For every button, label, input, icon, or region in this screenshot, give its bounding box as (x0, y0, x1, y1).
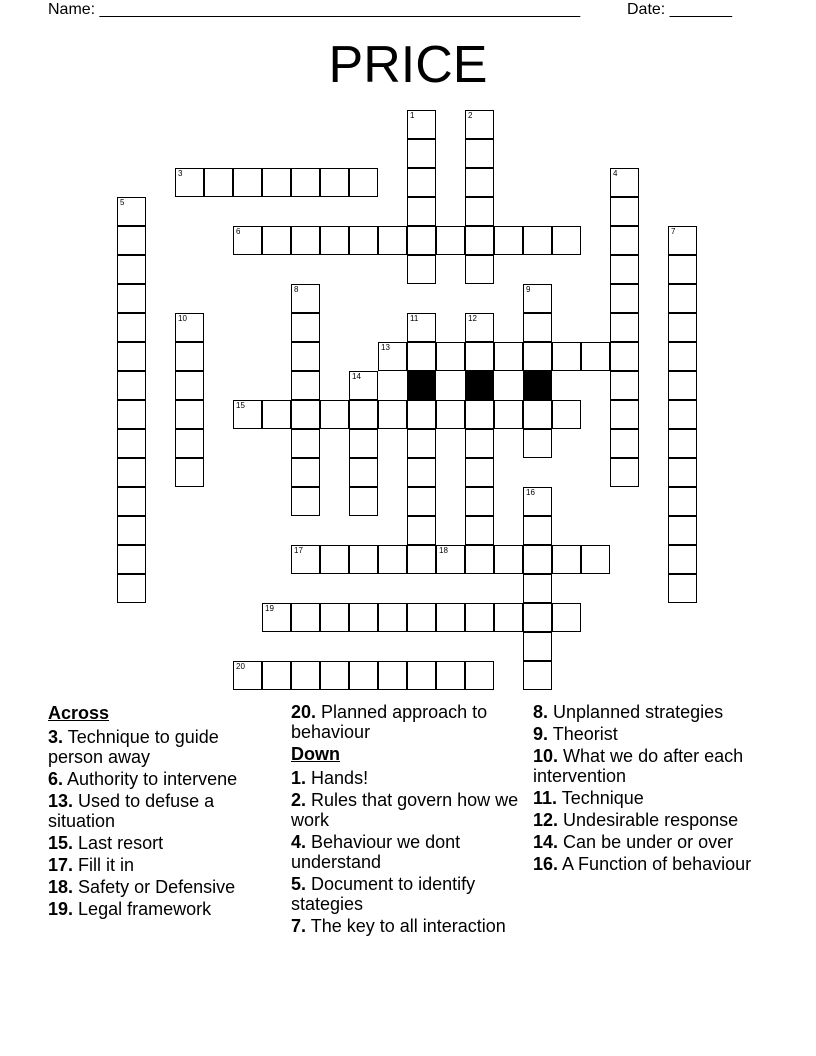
clue-number: 16. (533, 854, 559, 874)
answer-cell[interactable] (610, 371, 639, 400)
clue-number-label: 2 (468, 111, 473, 120)
answer-cell[interactable] (320, 400, 349, 429)
clue-number: 11. (533, 788, 558, 808)
clue-number-label: 7 (671, 227, 676, 236)
answer-cell[interactable] (610, 313, 639, 342)
answer-cell[interactable] (407, 139, 436, 168)
answer-cell[interactable] (175, 342, 204, 371)
clue-across-20 (291, 702, 521, 742)
answer-cell[interactable] (610, 168, 639, 197)
answer-cell[interactable] (117, 487, 146, 516)
answer-cell[interactable] (262, 168, 291, 197)
answer-cell[interactable] (233, 168, 262, 197)
answer-cell[interactable] (175, 400, 204, 429)
answer-cell[interactable] (523, 342, 552, 371)
answer-cell[interactable] (465, 197, 494, 226)
clue-number-label: 5 (120, 198, 125, 207)
clue-text: Theorist (552, 724, 618, 744)
answer-cell[interactable] (407, 458, 436, 487)
answer-cell[interactable] (465, 603, 494, 632)
answer-cell[interactable] (581, 342, 610, 371)
clue-text: Technique to guide person away (48, 727, 219, 767)
clue-number: 7. (291, 916, 307, 936)
clue-text: Legal framework (78, 899, 212, 919)
clue-number: 4. (291, 832, 307, 852)
answer-cell[interactable] (378, 342, 407, 371)
across-heading: Across (48, 703, 110, 723)
answer-cell[interactable] (494, 603, 523, 632)
clue-number-label: 8 (294, 285, 299, 294)
answer-cell[interactable] (407, 516, 436, 545)
answer-cell[interactable] (291, 545, 320, 574)
answer-cell[interactable] (407, 168, 436, 197)
answer-cell[interactable] (349, 603, 378, 632)
clues-column-2 (291, 702, 521, 938)
answer-cell[interactable] (349, 400, 378, 429)
answer-cell[interactable] (668, 458, 697, 487)
answer-cell[interactable] (378, 545, 407, 574)
answer-cell[interactable] (291, 603, 320, 632)
answer-cell[interactable] (378, 226, 407, 255)
answer-cell[interactable] (668, 516, 697, 545)
clue-down-11 (533, 788, 773, 808)
answer-cell[interactable] (523, 429, 552, 458)
answer-cell[interactable] (610, 458, 639, 487)
clue-number-label: 20 (236, 662, 245, 671)
answer-cell[interactable] (117, 342, 146, 371)
black-cell (407, 371, 436, 400)
clue-number-label: 6 (236, 227, 241, 236)
clue-text: The key to all interaction (310, 916, 506, 936)
answer-cell[interactable] (523, 574, 552, 603)
answer-cell[interactable] (349, 371, 378, 400)
clue-down-5 (291, 874, 521, 914)
clue-across-3 (48, 727, 278, 767)
answer-cell[interactable] (465, 429, 494, 458)
answer-cell[interactable] (407, 342, 436, 371)
answer-cell[interactable] (349, 458, 378, 487)
answer-cell[interactable] (668, 487, 697, 516)
answer-cell[interactable] (552, 342, 581, 371)
clue-across-13 (48, 791, 278, 831)
answer-cell[interactable] (291, 226, 320, 255)
clue-across-15 (48, 833, 278, 853)
answer-cell[interactable] (465, 545, 494, 574)
clue-across-19 (48, 899, 278, 919)
answer-cell[interactable] (465, 516, 494, 545)
answer-cell[interactable] (465, 400, 494, 429)
answer-cell[interactable] (610, 226, 639, 255)
clue-number: 9. (533, 724, 549, 744)
answer-cell[interactable] (494, 342, 523, 371)
answer-cell[interactable] (610, 400, 639, 429)
answer-cell[interactable] (668, 226, 697, 255)
answer-cell[interactable] (668, 400, 697, 429)
clue-down-1 (291, 768, 521, 788)
answer-cell[interactable] (349, 429, 378, 458)
answer-cell[interactable] (117, 371, 146, 400)
clue-number-label: 17 (294, 546, 303, 555)
answer-cell[interactable] (117, 458, 146, 487)
answer-cell[interactable] (320, 661, 349, 690)
answer-cell[interactable] (523, 400, 552, 429)
answer-cell[interactable] (465, 313, 494, 342)
clue-number: 12. (533, 810, 559, 830)
answer-cell[interactable] (407, 255, 436, 284)
answer-cell[interactable] (668, 313, 697, 342)
clue-text: What we do after each intervention (533, 746, 744, 786)
answer-cell[interactable] (291, 661, 320, 690)
answer-cell[interactable] (523, 545, 552, 574)
clue-text: Unplanned strategies (553, 702, 724, 722)
clue-text: A Function of behaviour (562, 854, 752, 874)
clue-text: Rules that govern how we work (291, 790, 519, 830)
clue-number-label: 15 (236, 401, 245, 410)
answer-cell[interactable] (494, 545, 523, 574)
clue-number: 5. (291, 874, 307, 894)
answer-cell[interactable] (610, 197, 639, 226)
clue-number-label: 3 (178, 169, 183, 178)
answer-cell[interactable] (465, 661, 494, 690)
clues-column-3 (533, 702, 773, 876)
clue-number-label: 12 (468, 314, 477, 323)
answer-cell[interactable] (262, 400, 291, 429)
clue-number: 17. (48, 855, 74, 875)
answer-cell[interactable] (436, 400, 465, 429)
clue-down-4 (291, 832, 521, 872)
answer-cell[interactable] (291, 371, 320, 400)
answer-cell[interactable] (552, 400, 581, 429)
name-field-label: Name: ______________________________________________________ (48, 1, 581, 18)
answer-cell[interactable] (117, 400, 146, 429)
answer-cell[interactable] (523, 632, 552, 661)
page-title: PRICE (328, 36, 488, 94)
answer-cell[interactable] (349, 487, 378, 516)
clue-text: Can be under or over (563, 832, 734, 852)
answer-cell[interactable] (523, 487, 552, 516)
clue-text: Fill it in (78, 855, 135, 875)
answer-cell[interactable] (175, 429, 204, 458)
answer-cell[interactable] (407, 661, 436, 690)
clue-text: Document to identify stategies (291, 874, 476, 914)
answer-cell[interactable] (465, 110, 494, 139)
clue-number: 1. (291, 768, 307, 788)
clue-down-9 (533, 724, 773, 744)
clue-number-label: 16 (526, 488, 535, 497)
answer-cell[interactable] (465, 342, 494, 371)
answer-cell[interactable] (523, 226, 552, 255)
answer-cell[interactable] (668, 574, 697, 603)
answer-cell[interactable] (117, 429, 146, 458)
answer-cell[interactable] (436, 545, 465, 574)
answer-cell[interactable] (117, 313, 146, 342)
answer-cell[interactable] (262, 661, 291, 690)
clue-number: 3. (48, 727, 64, 747)
clue-number-label: 19 (265, 604, 274, 613)
answer-cell[interactable] (523, 313, 552, 342)
answer-cell[interactable] (465, 168, 494, 197)
answer-cell[interactable] (436, 603, 465, 632)
answer-cell[interactable] (407, 603, 436, 632)
clue-text: Hands! (311, 768, 369, 788)
answer-cell[interactable] (349, 545, 378, 574)
clue-text: Used to defuse a situation (48, 791, 215, 831)
answer-cell[interactable] (117, 574, 146, 603)
answer-cell[interactable] (668, 429, 697, 458)
answer-cell[interactable] (117, 197, 146, 226)
answer-cell[interactable] (291, 458, 320, 487)
answer-cell[interactable] (581, 545, 610, 574)
answer-cell[interactable] (291, 342, 320, 371)
answer-cell[interactable] (175, 313, 204, 342)
answer-cell[interactable] (465, 458, 494, 487)
date-field-label: Date: _______ (627, 1, 732, 18)
answer-cell[interactable] (465, 226, 494, 255)
clue-number: 15. (48, 833, 74, 853)
answer-cell[interactable] (291, 313, 320, 342)
answer-cell[interactable] (668, 545, 697, 574)
answer-cell[interactable] (175, 168, 204, 197)
answer-cell[interactable] (552, 603, 581, 632)
clue-number: 19. (48, 899, 74, 919)
answer-cell[interactable] (349, 661, 378, 690)
answer-cell[interactable] (320, 545, 349, 574)
answer-cell[interactable] (407, 226, 436, 255)
clue-down-10 (533, 746, 773, 786)
answer-cell[interactable] (233, 400, 262, 429)
answer-cell[interactable] (291, 487, 320, 516)
clue-down-16 (533, 854, 773, 874)
clue-number-label: 1 (410, 111, 415, 120)
clue-text: Undesirable response (563, 810, 739, 830)
answer-cell[interactable] (436, 342, 465, 371)
clue-down-14 (533, 832, 773, 852)
answer-cell[interactable] (407, 545, 436, 574)
answer-cell[interactable] (407, 429, 436, 458)
answer-cell[interactable] (407, 400, 436, 429)
answer-cell[interactable] (436, 661, 465, 690)
clue-number-label: 9 (526, 285, 531, 294)
clue-number-label: 13 (381, 343, 390, 352)
answer-cell[interactable] (668, 342, 697, 371)
black-cell (465, 371, 494, 400)
clue-number-label: 11 (410, 314, 419, 323)
clue-number-label: 4 (613, 169, 618, 178)
clue-text: Authority to intervene (67, 769, 238, 789)
answer-cell[interactable] (378, 603, 407, 632)
answer-cell[interactable] (407, 313, 436, 342)
clue-text: Behaviour we dont understand (291, 832, 461, 872)
answer-cell[interactable] (320, 168, 349, 197)
answer-cell[interactable] (262, 603, 291, 632)
answer-cell[interactable] (523, 661, 552, 690)
clue-number: 8. (533, 702, 549, 722)
clue-across-6 (48, 769, 278, 789)
answer-cell[interactable] (465, 139, 494, 168)
answer-cell[interactable] (523, 284, 552, 313)
answer-cell[interactable] (175, 458, 204, 487)
answer-cell[interactable] (407, 487, 436, 516)
answer-cell[interactable] (233, 226, 262, 255)
answer-cell[interactable] (552, 545, 581, 574)
answer-cell[interactable] (378, 661, 407, 690)
clue-across-18 (48, 877, 278, 897)
clue-number: 2. (291, 790, 307, 810)
answer-cell[interactable] (436, 226, 465, 255)
answer-cell[interactable] (552, 226, 581, 255)
clue-number: 18. (48, 877, 74, 897)
answer-cell[interactable] (494, 226, 523, 255)
answer-cell[interactable] (407, 110, 436, 139)
answer-cell[interactable] (320, 603, 349, 632)
answer-cell[interactable] (175, 371, 204, 400)
clue-down-8 (533, 702, 773, 722)
black-cell (523, 371, 552, 400)
answer-cell[interactable] (117, 545, 146, 574)
answer-cell[interactable] (233, 661, 262, 690)
answer-cell[interactable] (523, 603, 552, 632)
clue-text: Last resort (78, 833, 164, 853)
clue-number: 20. (291, 702, 317, 722)
answer-cell[interactable] (320, 226, 349, 255)
answer-cell[interactable] (291, 429, 320, 458)
answer-cell[interactable] (204, 168, 233, 197)
answer-cell[interactable] (117, 516, 146, 545)
answer-cell[interactable] (610, 255, 639, 284)
answer-cell[interactable] (117, 284, 146, 313)
answer-cell[interactable] (494, 400, 523, 429)
answer-cell[interactable] (262, 226, 291, 255)
clue-down-12 (533, 810, 773, 830)
answer-cell[interactable] (668, 284, 697, 313)
answer-cell[interactable] (117, 255, 146, 284)
answer-cell[interactable] (465, 487, 494, 516)
clue-number-label: 18 (439, 546, 448, 555)
clue-down-7 (291, 916, 521, 936)
answer-cell[interactable] (349, 226, 378, 255)
answer-cell[interactable] (523, 516, 552, 545)
clue-text: Safety or Defensive (78, 877, 236, 897)
answer-cell[interactable] (291, 168, 320, 197)
clue-number: 13. (48, 791, 74, 811)
answer-cell[interactable] (117, 226, 146, 255)
clues-column-1 (48, 702, 278, 921)
clue-number: 10. (533, 746, 559, 766)
clue-number-label: 10 (178, 314, 187, 323)
answer-cell[interactable] (668, 255, 697, 284)
clue-number-label: 14 (352, 372, 361, 381)
answer-cell[interactable] (349, 168, 378, 197)
answer-cell[interactable] (378, 400, 407, 429)
clue-down-2 (291, 790, 521, 830)
clue-text: Technique (561, 788, 644, 808)
down-heading: Down (291, 744, 340, 764)
clue-number: 14. (533, 832, 559, 852)
answer-cell[interactable] (407, 197, 436, 226)
clue-text: Planned approach to behaviour (291, 702, 488, 742)
answer-cell[interactable] (668, 371, 697, 400)
answer-cell[interactable] (291, 284, 320, 313)
answer-cell[interactable] (610, 284, 639, 313)
answer-cell[interactable] (465, 255, 494, 284)
clue-across-17 (48, 855, 278, 875)
answer-cell[interactable] (291, 400, 320, 429)
answer-cell[interactable] (610, 342, 639, 371)
clue-number: 6. (48, 769, 64, 789)
answer-cell[interactable] (610, 429, 639, 458)
